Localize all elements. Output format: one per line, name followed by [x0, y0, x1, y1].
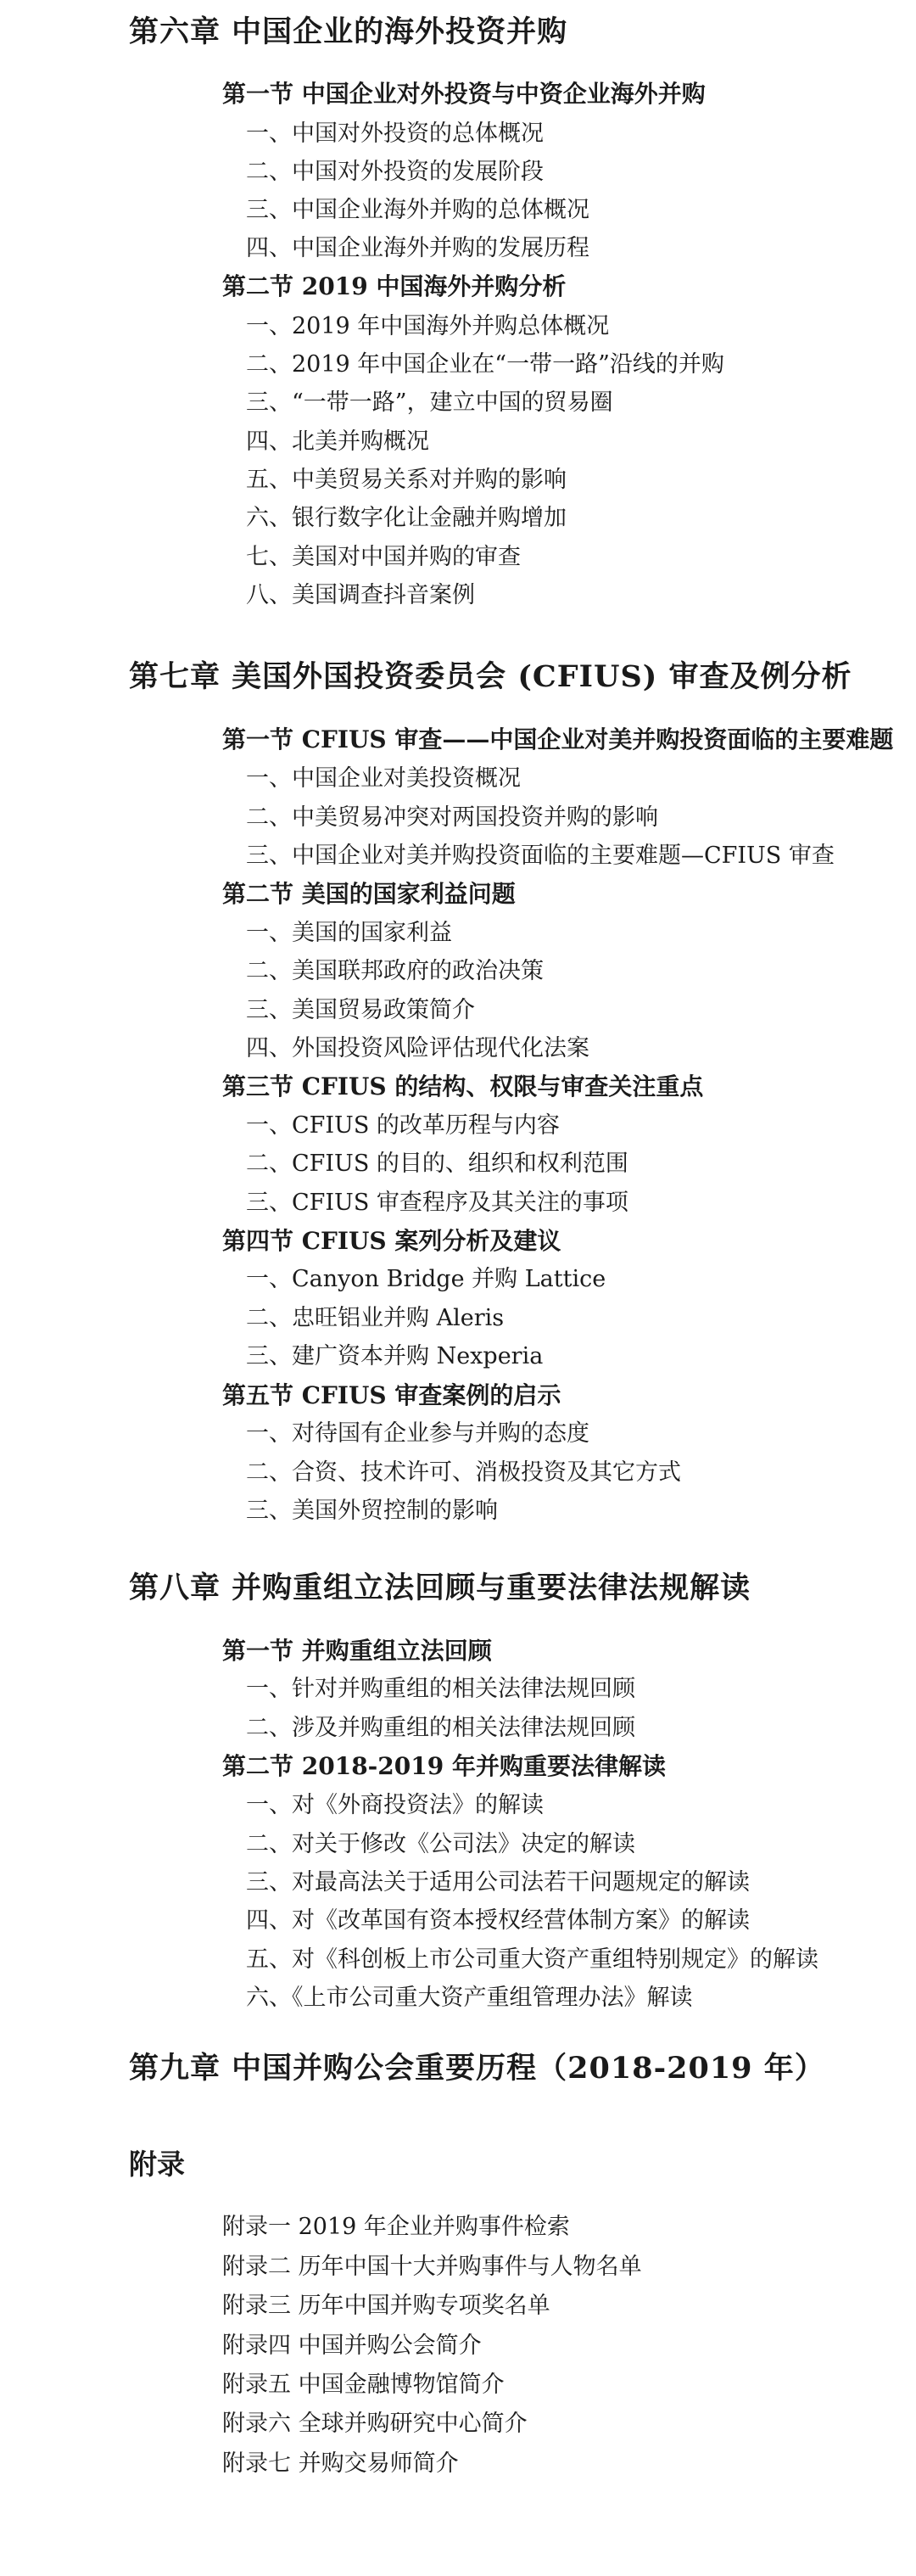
toc-item: 一、美国的国家利益: [246, 920, 452, 946]
appendix-item: 附录七 并购交易师简介: [222, 2450, 459, 2477]
toc-item: 一、针对并购重组的相关法律法规回顾: [246, 1676, 635, 1702]
toc-item: 二、涉及并购重组的相关法律法规回顾: [246, 1715, 635, 1741]
appendix-item: 附录六 全球并购研究中心简介: [222, 2411, 528, 2437]
toc-item: 二、2019 年中国企业在“一带一路”沿线的并购: [246, 351, 724, 378]
toc-item: 三、中国企业对美并购投资面临的主要难题—CFIUS 审查: [246, 843, 835, 869]
toc-item: 五、中美贸易关系对并购的影响: [246, 467, 567, 493]
toc-item: 二、合资、技术许可、消极投资及其它方式: [246, 1459, 681, 1486]
toc-item: 二、中国对外投资的发展阶段: [246, 159, 544, 185]
toc-item: 四、北美并购概况: [246, 428, 429, 455]
toc-item: 三、对最高法关于适用公司法若干问题规定的解读: [246, 1869, 750, 1896]
section-heading: 第二节 2018-2019 年并购重要法律解读: [222, 1752, 666, 1780]
toc-item: 七、美国对中国并购的审查: [246, 544, 521, 570]
section-heading: 第一节 并购重组立法回顾: [222, 1637, 492, 1665]
toc-item: 二、对关于修改《公司法》决定的解读: [246, 1831, 635, 1857]
chapter-heading: 第六章 中国企业的海外投资并购: [129, 14, 568, 49]
chapter-heading: 第七章 美国外国投资委员会 (CFIUS) 审查及例分析: [129, 659, 852, 694]
toc-item: 三、美国贸易政策简介: [246, 997, 475, 1023]
toc-item: 四、外国投资风险评估现代化法案: [246, 1035, 589, 1061]
toc-item: 六、《上市公司重大资产重组管理办法》解读: [246, 1985, 693, 2011]
section-heading: 第一节 CFIUS 审查——中国企业对美并购投资面临的主要难题: [222, 725, 894, 753]
toc-item: 三、中国企业海外并购的总体概况: [246, 197, 589, 223]
toc-item: 三、建广资本并购 Nexperia: [246, 1343, 544, 1369]
appendix-item: 附录一 2019 年企业并购事件检索: [222, 2214, 570, 2240]
toc-item: 三、CFIUS 审查程序及其关注的事项: [246, 1190, 628, 1216]
appendix-item: 附录二 历年中国十大并购事件与人物名单: [222, 2254, 642, 2280]
toc-item: 三、“一带一路”，建立中国的贸易圈: [246, 389, 613, 416]
chapter-heading: 第八章 并购重组立法回顾与重要法律法规解读: [129, 1571, 751, 1605]
toc-item: 一、Canyon Bridge 并购 Lattice: [246, 1266, 606, 1292]
section-heading: 第二节 2019 中国海外并购分析: [222, 272, 567, 300]
toc-item: 一、中国对外投资的总体概况: [246, 120, 544, 147]
toc-item: 四、中国企业海外并购的发展历程: [246, 235, 589, 261]
toc-item: 五、对《科创板上市公司重大资产重组特别规定》的解读: [246, 1946, 818, 1973]
section-heading: 第三节 CFIUS 的结构、权限与审查关注重点: [222, 1072, 704, 1100]
toc-item: 一、对待国有企业参与并购的态度: [246, 1420, 589, 1447]
appendix-item: 附录四 中国并购公会简介: [222, 2332, 482, 2359]
toc-item: 四、对《改革国有资本授权经营体制方案》的解读: [246, 1907, 750, 1934]
section-heading: 第五节 CFIUS 审查案例的启示: [222, 1381, 561, 1409]
toc-item: 二、中美贸易冲突对两国投资并购的影响: [246, 804, 658, 831]
appendix-heading: 附录: [129, 2148, 185, 2181]
toc-item: 八、美国调查抖音案例: [246, 582, 475, 608]
section-heading: 第一节 中国企业对外投资与中资企业海外并购: [222, 80, 706, 108]
toc-item: 一、对《外商投资法》的解读: [246, 1792, 544, 1818]
toc-item: 一、CFIUS 的改革历程与内容: [246, 1112, 560, 1139]
toc-item: 二、忠旺铝业并购 Aleris: [246, 1305, 505, 1331]
chapter-heading: 第九章 中国并购公会重要历程（2018-2019 年）: [129, 2051, 825, 2086]
section-heading: 第二节 美国的国家利益问题: [222, 880, 516, 908]
toc-item: 二、美国联邦政府的政治决策: [246, 958, 544, 984]
toc-item: 六、银行数字化让金融并购增加: [246, 505, 567, 531]
section-heading: 第四节 CFIUS 案列分析及建议: [222, 1227, 561, 1255]
appendix-item: 附录三 历年中国并购专项奖名单: [222, 2293, 550, 2319]
toc-item: 三、美国外贸控制的影响: [246, 1498, 498, 1524]
appendix-item: 附录五 中国金融博物馆简介: [222, 2372, 505, 2398]
toc-item: 一、中国企业对美投资概况: [246, 765, 521, 792]
toc-item: 二、CFIUS 的目的、组织和权利范围: [246, 1151, 628, 1177]
toc-item: 一、2019 年中国海外并购总体概况: [246, 313, 610, 339]
